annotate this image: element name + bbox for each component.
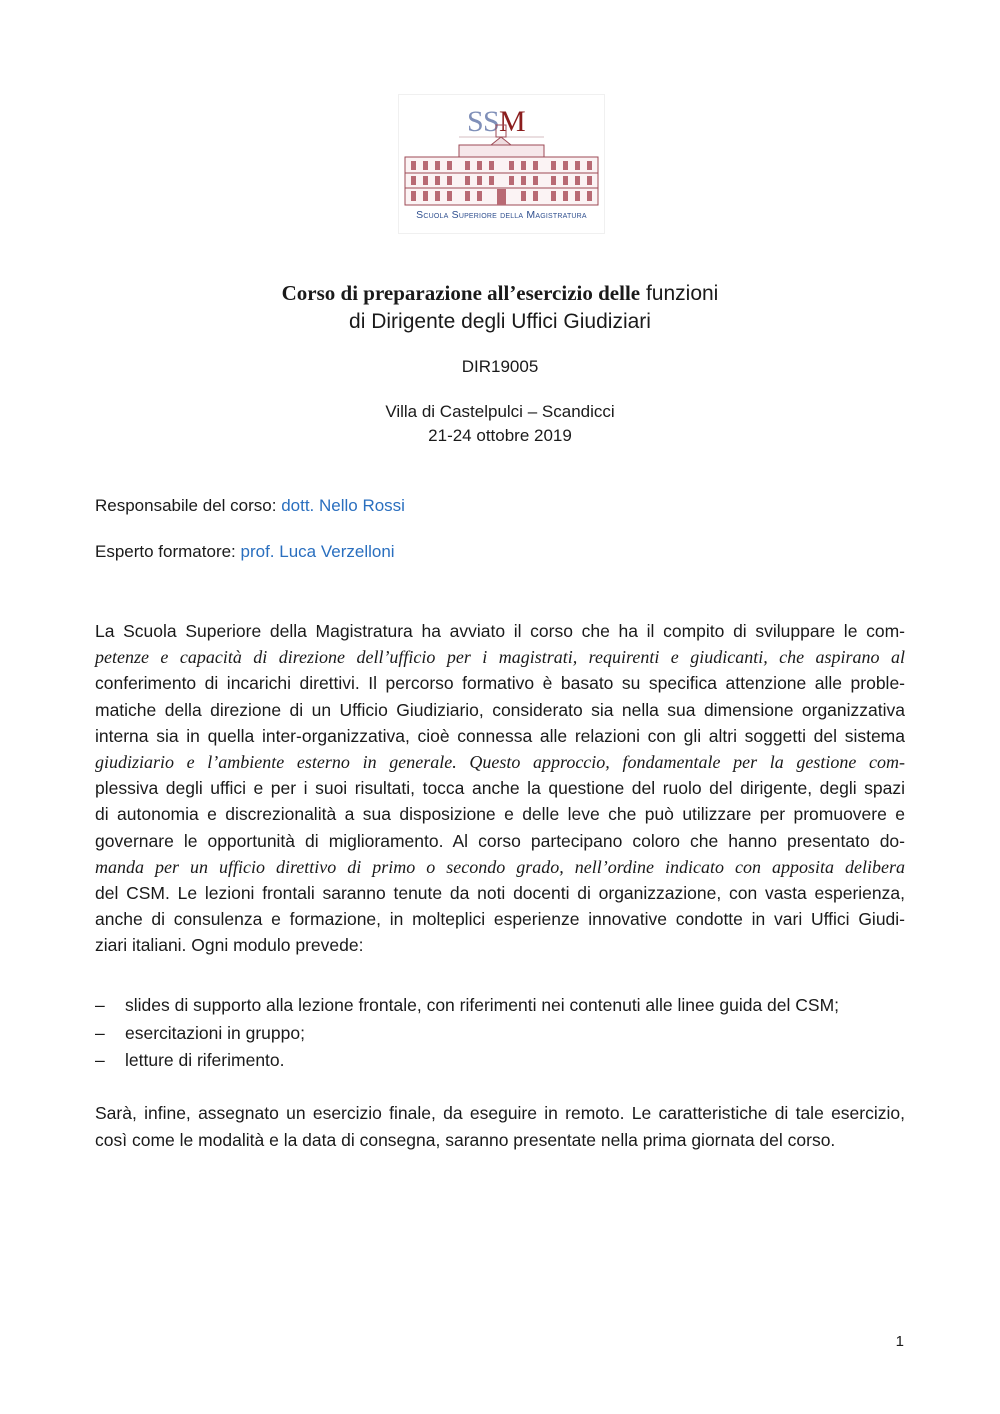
paragraph-line: manda per un ufficio direttivo di primo o secondo grado, nell’ordine indicato con apposita delibera — [95, 856, 905, 877]
list-dash: – — [95, 995, 105, 1015]
list-item-text: esercitazioni in gruppo; — [125, 1022, 305, 1043]
list-item — [95, 1047, 839, 1075]
venue — [0, 400, 1000, 424]
paragraph-line: La Scuola Superiore della Magistratura ha avviato il corso che ha il compito di sviluppare le com- — [95, 621, 905, 641]
course-title-sans: funzioni — [645, 282, 719, 305]
course-title-serif: Corso di preparazione all’esercizio delle — [281, 281, 641, 305]
list-item-text: slides di supporto alla lezione frontale, con riferimenti nei contenuti alle linee guida del CSM; — [125, 995, 840, 1015]
paragraph-line: conferimento di incarichi direttivi. Il percorso formativo è basato su specifica attenzione alle proble- — [95, 673, 905, 694]
paragraph-line: di autonomia e discrezionalità a sua disposizione e delle leve che può utilizzare per promuovere e — [95, 804, 905, 825]
course-manager — [95, 494, 405, 518]
villa-illustration — [405, 125, 598, 205]
expert-trainer-label: Esperto formatore: — [95, 542, 236, 561]
venue-separator: – — [527, 402, 538, 421]
ssm-logo — [398, 94, 605, 234]
list-dash: – — [95, 1050, 105, 1070]
paragraph-line: anche di consulenza e formazione, in molteplici esperienze innovative condotte in vari Uffici Giudi- — [95, 909, 905, 930]
module-list — [95, 992, 839, 1075]
list-dash: – — [95, 1022, 105, 1043]
logo-s2: S — [483, 105, 500, 138]
closing-paragraph — [95, 1100, 905, 1154]
course-code: DIR19005 — [461, 357, 539, 376]
closing-line: Sarà, infine, assegnato un esercizio finale, da eseguire in remoto. Le caratteristiche di tale esercizio, — [95, 1103, 905, 1123]
logo-subtitle: Scuola Superiore della Magistratura — [416, 209, 587, 221]
paragraph-line: matiche della direzione di un Ufficio Giudiziario, considerato sia nella sua dimensione organizzativa — [95, 699, 905, 720]
course-manager-label: Responsabile del corso: — [95, 496, 277, 515]
paragraph-line: interna sia in quella inter-organizzativa, cioè connessa alle relazioni con gli altri soggetti del sistema — [95, 725, 905, 746]
course-manager-name: dott. Nello Rossi — [281, 496, 405, 515]
page-number: 1 — [895, 1333, 904, 1350]
list-item — [95, 1020, 839, 1048]
paragraph-line: ziari italiani. Ogni modulo prevede: — [95, 935, 364, 956]
course-title-line-1 — [0, 279, 1000, 308]
expert-trainer-name: prof. Luca Verzelloni — [240, 542, 395, 561]
venue-city: Scandicci — [541, 402, 615, 421]
paragraph-line: petenze e capacità di direzione dell’ufficio per i magistrati, requirenti e giudicanti, che aspirano al — [95, 647, 905, 668]
venue-place: Villa di Castelpulci — [385, 402, 523, 421]
paragraph-line: del CSM. Le lezioni frontali saranno tenute da noti docenti di organizzazione, con vasta esperienza, — [95, 882, 905, 903]
expert-trainer — [95, 540, 395, 564]
course-dates: 21-24 ottobre 2019 — [428, 426, 572, 445]
closing-line: così come le modalità e la data di consegna, saranno presentate nella prima giornata del corso. — [95, 1130, 836, 1150]
paragraph-line: plessiva degli uffici e per i suoi risultati, tocca anche la questione del ruolo del dirigente, degli spazi — [95, 778, 905, 799]
ssm-logo-graphic — [399, 95, 604, 233]
paragraph-line: governare le opportunità di miglioramento. Al corso partecipano coloro che hanno presentato do- — [95, 830, 905, 851]
list-item — [95, 992, 839, 1020]
logo-m: M — [499, 105, 526, 138]
description-paragraph — [95, 618, 905, 958]
course-title-line-2: di Dirigente degli Uffici Giudiziari — [349, 310, 651, 333]
paragraph-line: giudiziario e l’ambiente esterno in generale. Questo approccio, fondamentale per la gestione com- — [95, 751, 905, 772]
logo-s1: S — [467, 105, 484, 138]
list-item-text: letture di riferimento. — [125, 1050, 285, 1070]
